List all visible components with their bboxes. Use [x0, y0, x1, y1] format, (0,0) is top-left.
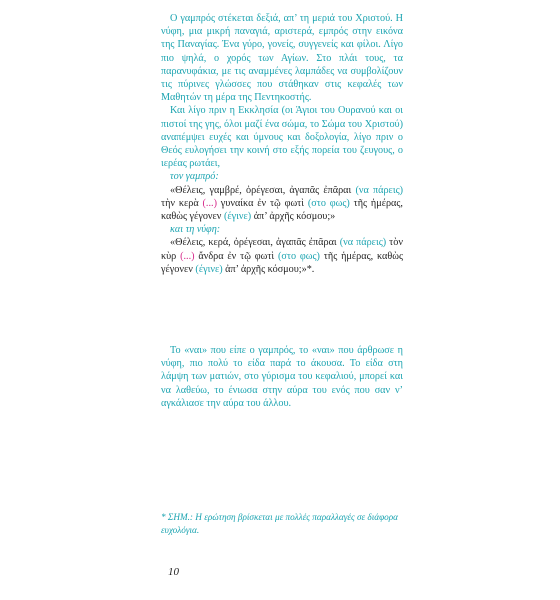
main-text	[161, 12, 403, 276]
groom-question-part: τὴν κερὰ	[161, 197, 203, 209]
bride-question-part: «Θέλεις, κερά, ὀρέγεσαι, ἀγαπᾶς ἐπᾶραι	[170, 237, 340, 249]
groom-question-part: γυναίκα ἐν τῷ φωτὶ	[216, 197, 308, 209]
page-number: 10	[168, 566, 179, 578]
paragraph-church-question: Και λίγο πριν η Εκκλησία (οι Άγιοι του Ουρανού και οι πιστοί της γης, όλοι μαζί ένα σώμα, το Σώμα του Χριστού) αναπέμψει ευχές και ύμνους και δοξολογία, λίγο πριν ο Θεός ευλογήσει την κοινή στο εξής πορεία του ζευγους, ο ιερέας ρωτάει,	[161, 105, 403, 170]
bride-gloss: (έγινε)	[195, 263, 223, 275]
bride-ellipsis: (...)	[180, 250, 195, 262]
bride-question-part: ἄνδρα ἐν τῷ φωτὶ	[194, 250, 279, 262]
groom-question-part: τῆς ἡμέρας, καθὼς γέγονεν	[161, 197, 403, 223]
bride-question-part: ἀπ’ ἀρχῆς κόσμου;»*.	[222, 263, 315, 275]
paragraph-the-yes: Το «ναι» που είπε ο γαμπρός, το «ναι» που άρθρωσε η νύφη, πιο πολύ το είδα παρά το άκουσα. Το είδα στη λάμψη των ματιών, στο γύρισμα του κεφαλιού, μπορεί και να λαθεύω, το ένιωσα στην αύρα του ενός που σαν ν’ αγκάλιασε την αύρα του άλλου.	[161, 345, 403, 409]
groom-gloss: (στο φως)	[307, 197, 350, 209]
bride-question	[161, 236, 403, 276]
groom-gloss: (έγινε)	[223, 211, 252, 223]
groom-ellipsis: (...)	[202, 197, 217, 209]
groom-gloss: (να πάρεις)	[355, 184, 403, 196]
bride-gloss: (να πάρεις)	[339, 237, 387, 249]
footnote: * ΣΗΜ.: Η ερώτηση βρίσκεται με πολλές παραλλαγές σε διάφορα ευχολόγια.	[161, 512, 398, 535]
label-to-bride: και τη νύφη:	[170, 224, 221, 236]
groom-question-part: «Θέλεις, γαμβρέ, ὀρέγεσαι, ἀγαπᾶς ἐπᾶραι	[170, 184, 356, 196]
bride-question-part: τῆς ἡμέρας, καθὼς γέγονεν	[161, 250, 403, 275]
bride-question-part: τὸν κὺρ	[161, 237, 403, 262]
bride-gloss: (στο φως)	[278, 250, 320, 262]
groom-question-part: ἀπ’ ἀρχῆς κόσμου;»	[251, 211, 336, 223]
groom-question	[161, 184, 403, 224]
closing-text	[161, 344, 403, 410]
label-to-groom: τον γαμπρό:	[170, 171, 219, 183]
paragraph-ceremony-scene: Ο γαμπρός στέκεται δεξιά, απ’ τη μεριά του Χριστού. Η νύφη, μια μικρή παναγιά, αριστερά, εμπρός στην εικόνα της Παναγίας. Ένα γύρο, γονείς, συγγενείς και φίλοι. Λίγο πιο ψηλά, ο χορός των Αγίων. Στο πλάι τους, τα παρανυφάκια, με τις αναμμένες λαμπάδες να συμβολίζουν τις πύρινες γλώσσες που στάθηκαν στις κεφαλές των Μαθητών τη μέρα της Πεντηκοστής.	[161, 13, 403, 104]
